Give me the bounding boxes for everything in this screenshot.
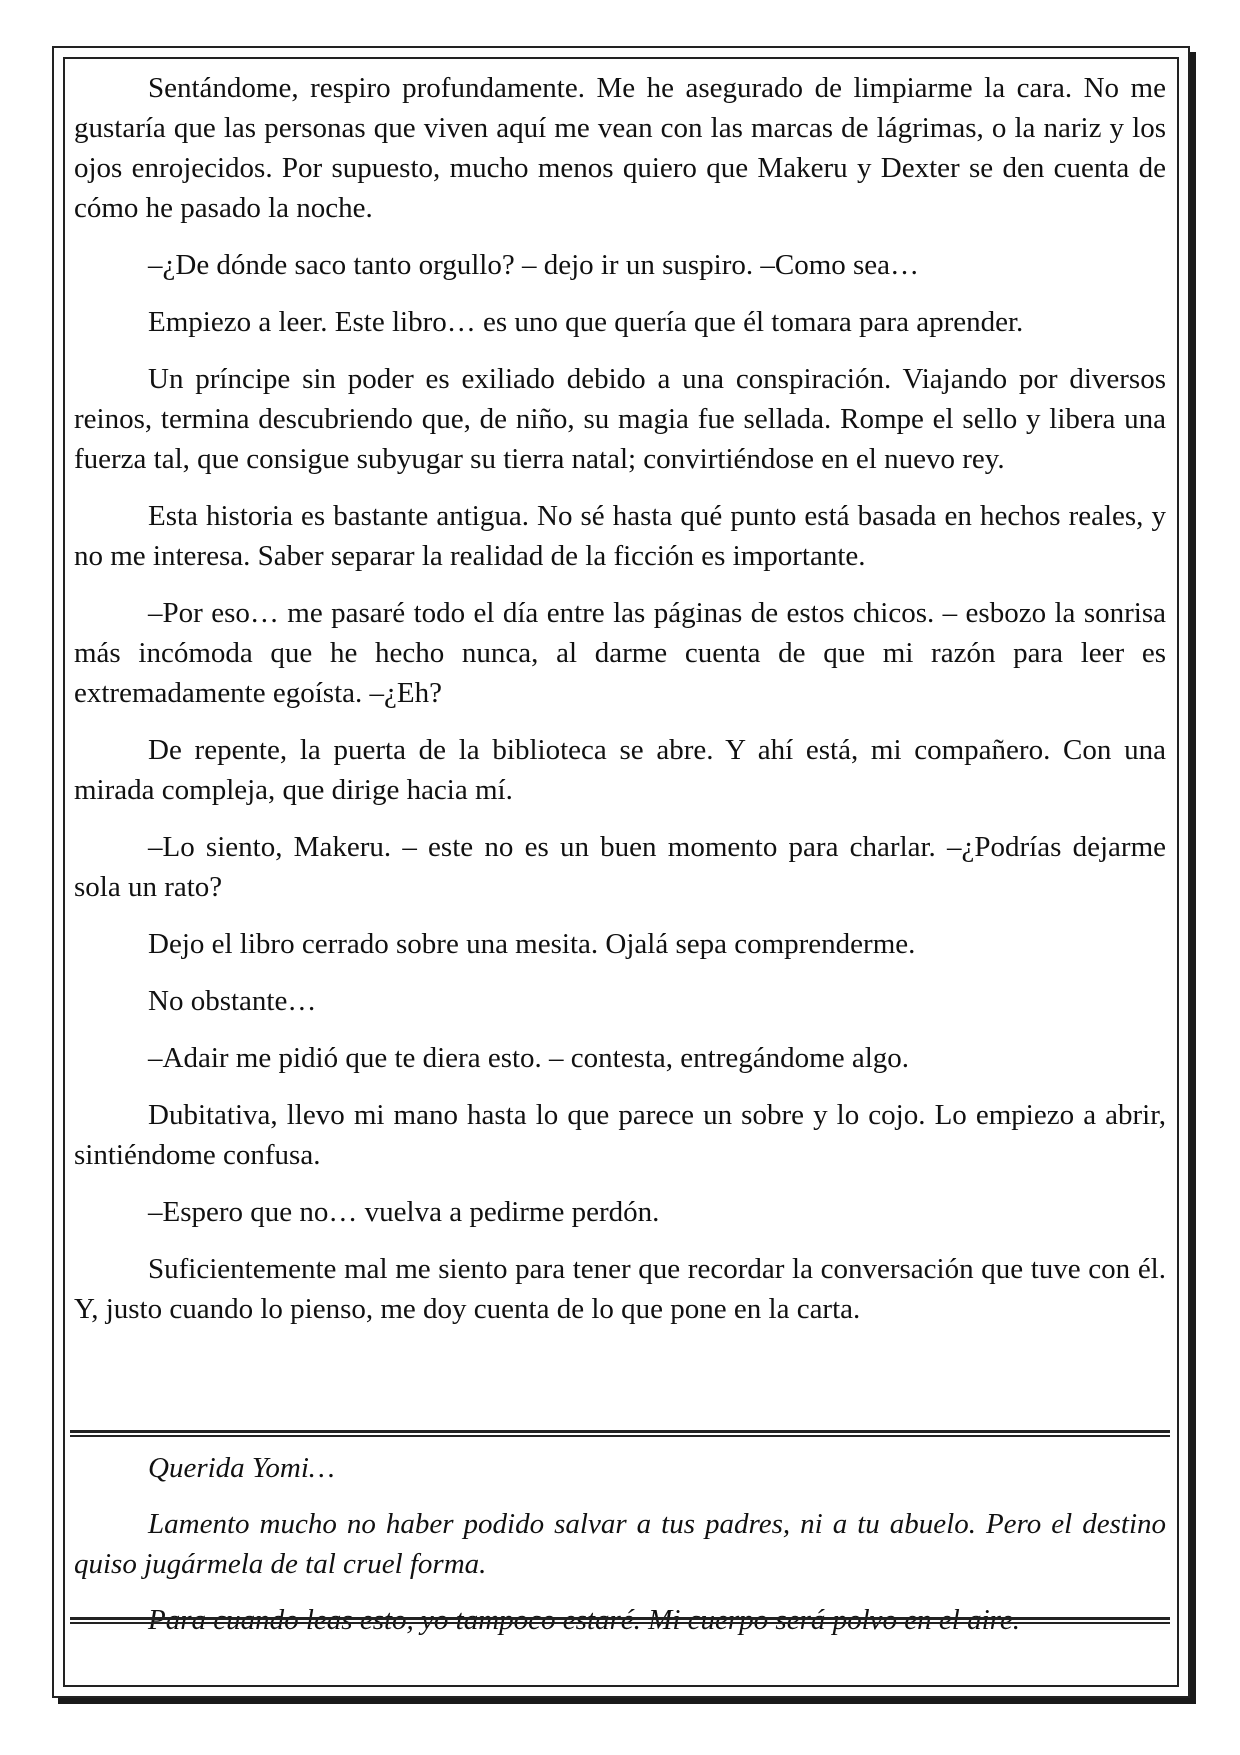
paragraph: Esta historia es bastante antigua. No sé hasta qué punto está basada en hechos reales, y no me interesa. Saber separar la realidad de la ficción es importante. <box>74 500 1166 572</box>
letter-paragraph: Querida Yomi… <box>148 1452 335 1484</box>
letter-paragraph: Lamento mucho no haber podido salvar a tus padres, ni a tu abuelo. Pero el destino quiso jugármela de tal cruel forma. <box>74 1508 1166 1580</box>
paragraph: Suficientemente mal me siento para tener que recordar la conversación que tuve con él. Y, justo cuando lo pienso, me doy cuenta de lo que pone en la carta. <box>74 1253 1166 1325</box>
narrative-text <box>74 68 1166 1346</box>
paragraph: Dejo el libro cerrado sobre una mesita. Ojalá sepa comprenderme. <box>148 928 916 960</box>
letter-divider-bottom <box>70 1617 1170 1624</box>
paragraph: Empiezo a leer. Este libro… es uno que quería que él tomara para aprender. <box>148 306 1024 338</box>
paragraph: –¿De dónde saco tanto orgullo? – dejo ir un suspiro. –Como sea… <box>148 249 920 281</box>
paragraph: Un príncipe sin poder es exiliado debido a una conspiración. Viajando por diversos reinos, termina descubriendo que, de niño, su magia fue sellada. Rompe el sello y libera una fuerza tal, que consigue subyugar su tierra natal; convirtiéndose en el nuevo rey. <box>74 363 1166 475</box>
paragraph: Dubitativa, llevo mi mano hasta lo que parece un sobre y lo cojo. Lo empiezo a abrir, sintiéndome confusa. <box>74 1099 1166 1171</box>
letter-paragraph: Para cuando leas esto, yo tampoco estaré. Mi cuerpo será polvo en el aire. <box>148 1604 1020 1636</box>
paragraph: Sentándome, respiro profundamente. Me he asegurado de limpiarme la cara. No me gustaría que las personas que viven aquí me vean con las marcas de lágrimas, o la nariz y los ojos enrojecidos. Por supuesto, mucho menos quiero que Makeru y Dexter se den cuenta de cómo he pasado la noche. <box>74 72 1166 224</box>
paragraph: –Por eso… me pasaré todo el día entre las páginas de estos chicos. – esbozo la sonrisa más incómoda que he hecho nunca, al darme cuenta de que mi razón para leer es extremadamente egoísta. –¿Eh? <box>74 597 1166 709</box>
paragraph: –Lo siento, Makeru. – este no es un buen momento para charlar. –¿Podrías dejarme sola un rato? <box>74 831 1166 903</box>
letter-divider-top <box>70 1430 1170 1437</box>
paragraph: No obstante… <box>148 985 317 1017</box>
paragraph: De repente, la puerta de la biblioteca se abre. Y ahí está, mi compañero. Con una mirada compleja, que dirige hacia mí. <box>74 734 1166 806</box>
paragraph: –Adair me pidió que te diera esto. – contesta, entregándome algo. <box>148 1042 909 1074</box>
letter-text <box>74 1448 1166 1656</box>
paragraph: –Espero que no… vuelva a pedirme perdón. <box>148 1196 660 1228</box>
